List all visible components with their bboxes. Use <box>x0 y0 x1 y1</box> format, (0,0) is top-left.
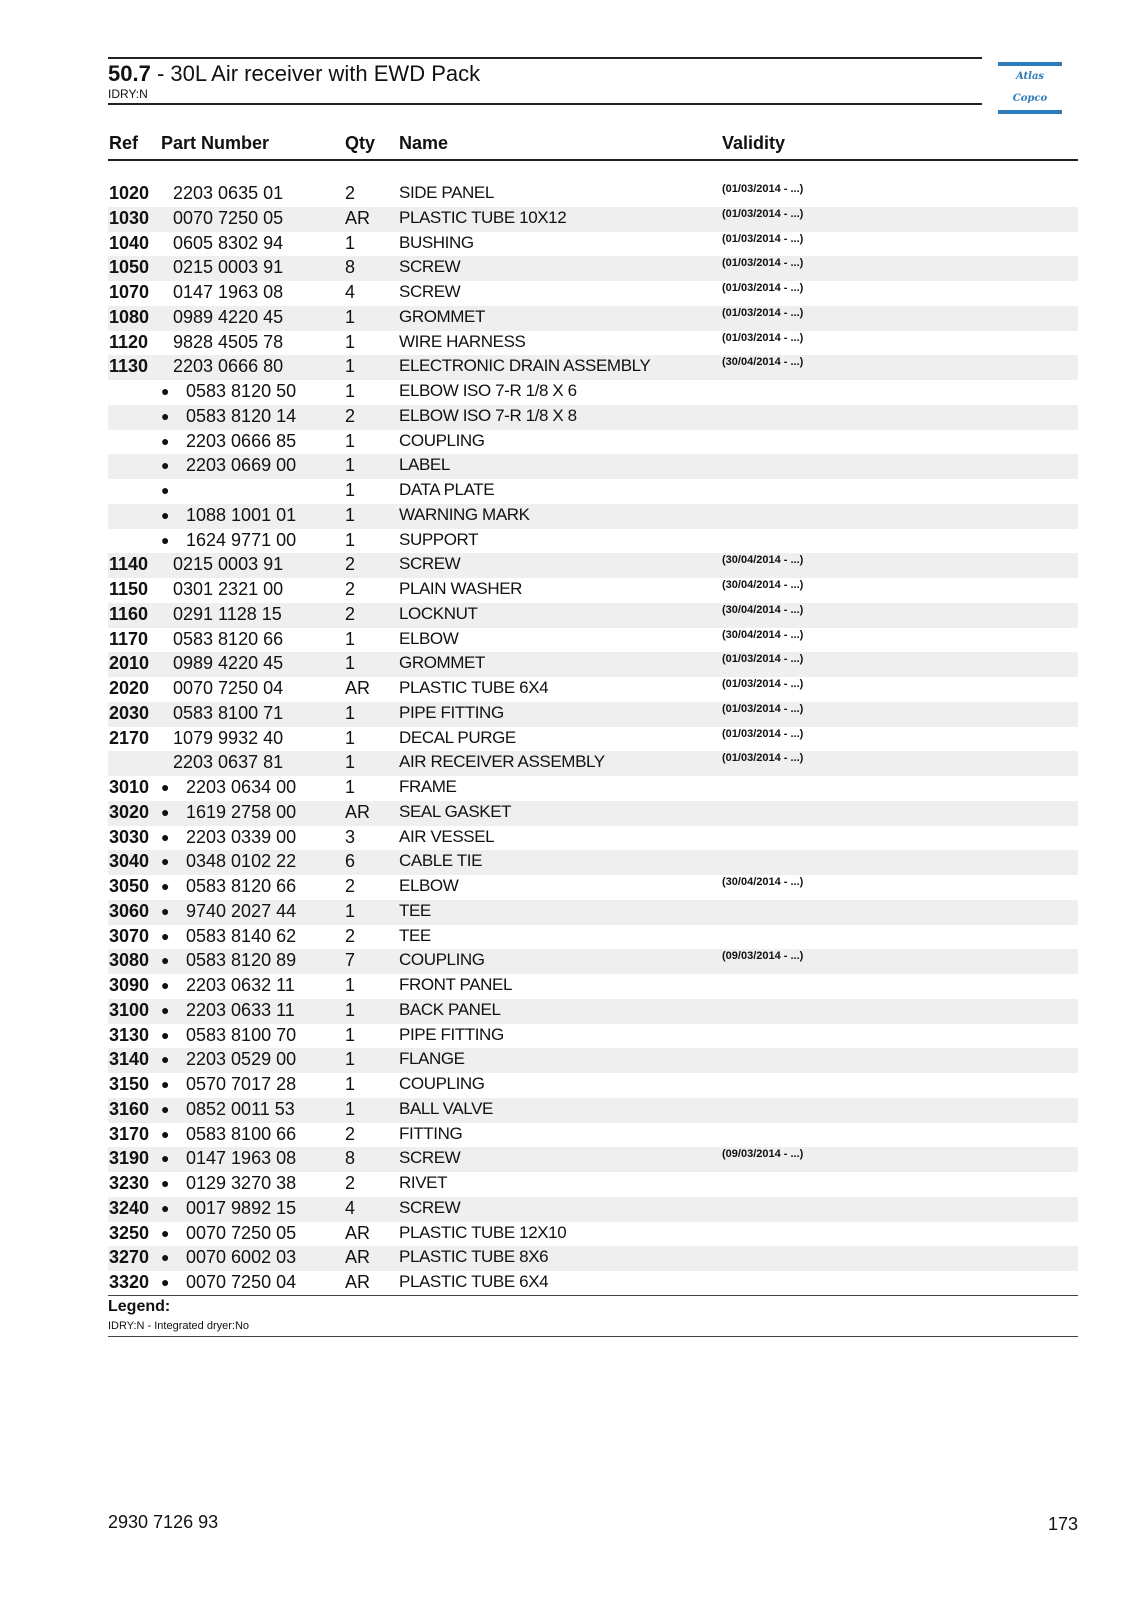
row-part-number: 1088 1001 01 <box>186 504 297 525</box>
row-qty: 1 <box>345 455 356 476</box>
row-ref: 1050 <box>109 257 150 278</box>
table-row <box>108 727 1078 752</box>
row-part-number: 1624 9771 00 <box>186 529 297 550</box>
page-header <box>108 57 982 105</box>
row-ref: 2030 <box>109 702 150 723</box>
table-row <box>108 1098 1078 1123</box>
row-qty: 4 <box>345 1197 356 1218</box>
table-row <box>108 578 1078 603</box>
table-row <box>108 751 1078 776</box>
row-name: ELBOW <box>399 628 459 648</box>
row-part-number: 0570 7017 28 <box>186 1074 297 1094</box>
row-ref: 3060 <box>109 900 150 921</box>
table-row <box>108 331 1078 356</box>
row-validity: (01/03/2014 - ...) <box>722 752 804 765</box>
row-bullet: ● <box>161 779 170 795</box>
row-validity: (01/03/2014 - ...) <box>722 331 804 344</box>
row-ref: 3270 <box>109 1247 150 1268</box>
row-part-number: 0583 8120 66 <box>173 628 284 649</box>
row-validity: (09/03/2014 - ...) <box>722 950 804 963</box>
row-name: PLASTIC TUBE 10X12 <box>399 207 567 227</box>
row-ref: 3070 <box>109 925 150 946</box>
row-name: PIPE FITTING <box>399 1024 504 1044</box>
row-ref: 3320 <box>109 1272 150 1292</box>
row-part-number: 0583 8120 89 <box>186 950 297 971</box>
table-row <box>108 182 1078 207</box>
table-row <box>108 479 1078 504</box>
row-name: COUPLING <box>399 950 485 970</box>
row-qty: 1 <box>345 628 356 649</box>
table-row <box>108 875 1078 900</box>
row-validity: (01/03/2014 - ...) <box>722 207 804 220</box>
table-row <box>108 1073 1078 1098</box>
table-row <box>108 999 1078 1024</box>
row-part-number: 0070 6002 03 <box>186 1247 297 1268</box>
row-bullet: ● <box>161 506 170 523</box>
row-name: SUPPORT <box>399 529 479 549</box>
row-part-number: 0301 2321 00 <box>173 579 284 599</box>
row-qty: 2 <box>345 405 356 426</box>
row-name: ELBOW ISO 7-R 1/8 X 8 <box>399 405 577 425</box>
row-validity: (30/04/2014 - ...) <box>722 554 804 567</box>
column-header-ref: Ref <box>109 133 139 153</box>
row-ref: 3130 <box>109 1024 150 1045</box>
table-row <box>108 380 1078 405</box>
column-header-part-number: Part Number <box>161 133 270 153</box>
row-qty: 2 <box>345 1173 356 1193</box>
row-ref: 3190 <box>109 1148 150 1169</box>
table-row <box>108 1172 1078 1197</box>
row-validity: (30/04/2014 - ...) <box>722 356 804 369</box>
row-part-number: 9740 2027 44 <box>186 900 297 921</box>
row-name: PIPE FITTING <box>399 702 504 722</box>
row-name: WARNING MARK <box>399 504 530 524</box>
table-row <box>108 974 1078 999</box>
table-row <box>108 504 1078 529</box>
row-qty: AR <box>345 678 371 698</box>
row-qty: 2 <box>345 183 356 203</box>
table-row <box>108 850 1078 875</box>
row-part-number: 0583 8140 62 <box>186 925 297 946</box>
row-part-number: 2203 0339 00 <box>186 826 297 847</box>
row-part-number: 0147 1963 08 <box>173 282 284 302</box>
row-part-number: 0070 7250 04 <box>186 1272 297 1292</box>
row-qty: 8 <box>345 1148 356 1169</box>
table-row <box>108 677 1078 702</box>
row-part-number: 9828 4505 78 <box>173 331 284 352</box>
row-ref: 3090 <box>109 975 150 995</box>
table-row <box>108 826 1078 851</box>
table-row <box>108 1048 1078 1073</box>
section-number: 50.7 <box>108 61 151 86</box>
row-name: SCREW <box>399 1197 461 1217</box>
row-bullet: ● <box>161 457 170 474</box>
row-bullet: ● <box>161 927 170 944</box>
row-part-number: 0989 4220 45 <box>173 306 284 327</box>
parts-table <box>108 182 1078 1296</box>
row-ref: 1160 <box>109 603 149 624</box>
row-qty: 1 <box>345 529 356 550</box>
row-qty: 7 <box>345 950 356 971</box>
header-rule-top <box>108 57 982 59</box>
row-name: DECAL PURGE <box>399 727 516 747</box>
row-ref: 3100 <box>109 999 150 1020</box>
row-bullet: ● <box>161 1076 170 1092</box>
row-name: LABEL <box>399 455 450 475</box>
row-name: FLANGE <box>399 1049 465 1069</box>
row-qty: 1 <box>345 900 356 921</box>
row-validity: (01/03/2014 - ...) <box>722 727 804 740</box>
row-bullet: ● <box>161 1026 170 1043</box>
table-row <box>108 1123 1078 1148</box>
row-qty: 6 <box>345 851 356 872</box>
row-name: SCREW <box>399 554 461 574</box>
row-qty: 1 <box>345 653 356 674</box>
header-rule-bottom <box>108 103 982 105</box>
row-bullet: ● <box>161 1175 170 1191</box>
page-subtitle: IDRY:N <box>108 87 148 101</box>
row-qty: 1 <box>345 381 356 401</box>
row-name: SIDE PANEL <box>399 183 494 202</box>
row-part-number: 0129 3270 38 <box>186 1173 297 1193</box>
row-bullet: ● <box>161 407 170 424</box>
legend <box>108 1295 1078 1337</box>
row-part-number: 0215 0003 91 <box>173 257 284 278</box>
row-qty: 1 <box>345 1024 356 1045</box>
row-part-number: 0017 9892 15 <box>186 1197 297 1218</box>
row-ref: 1030 <box>109 207 150 228</box>
row-name: WIRE HARNESS <box>399 331 526 351</box>
row-ref: 3140 <box>109 1049 150 1070</box>
row-bullet: ● <box>161 432 170 449</box>
row-ref: 1120 <box>109 331 149 352</box>
row-qty: AR <box>345 207 371 228</box>
row-name: ELECTRONIC DRAIN ASSEMBLY <box>399 356 651 376</box>
row-ref: 3230 <box>109 1173 150 1193</box>
row-ref: 1150 <box>109 579 149 599</box>
row-qty: 2 <box>345 603 356 624</box>
row-ref: 3160 <box>109 1098 150 1119</box>
table-row <box>108 1271 1078 1296</box>
row-bullet: ● <box>161 1224 170 1241</box>
row-ref: 3050 <box>109 876 150 896</box>
row-bullet: ● <box>161 383 170 399</box>
row-ref: 3020 <box>109 801 150 822</box>
row-ref: 1170 <box>109 628 149 649</box>
row-validity: (01/03/2014 - ...) <box>722 653 804 666</box>
row-ref: 2170 <box>109 727 150 748</box>
row-part-number: 0215 0003 91 <box>173 554 284 575</box>
row-qty: 2 <box>345 579 356 599</box>
row-qty: 1 <box>345 777 356 797</box>
row-qty: AR <box>345 1247 371 1268</box>
row-bullet: ● <box>161 803 170 820</box>
row-part-number: 0989 4220 45 <box>173 653 284 674</box>
logo-text: Atlas Copco <box>1012 71 1048 104</box>
row-bullet: ● <box>161 902 170 919</box>
row-part-number: 2203 0637 81 <box>173 752 284 773</box>
table-row <box>108 628 1078 653</box>
row-qty: 1 <box>345 727 356 748</box>
row-ref: 3240 <box>109 1197 150 1218</box>
row-ref: 1040 <box>109 232 150 253</box>
table-row <box>108 281 1078 306</box>
column-header-qty: Qty <box>345 133 376 153</box>
table-row <box>108 603 1078 628</box>
section-title: - 30L Air receiver with EWD Pack <box>150 61 481 86</box>
table-row <box>108 900 1078 925</box>
row-part-number: 0070 7250 04 <box>173 678 284 698</box>
row-validity: (30/04/2014 - ...) <box>722 579 804 591</box>
row-ref: 1070 <box>109 282 150 302</box>
row-validity: (01/03/2014 - ...) <box>722 257 804 270</box>
row-name: PLAIN WASHER <box>399 579 523 598</box>
row-validity: (30/04/2014 - ...) <box>722 603 804 616</box>
row-ref: 3170 <box>109 1123 150 1144</box>
row-qty: 1 <box>345 504 356 525</box>
row-bullet: ● <box>161 1125 170 1142</box>
row-bullet: ● <box>161 1274 170 1290</box>
column-header-validity: Validity <box>722 133 786 153</box>
row-bullet: ● <box>161 878 170 894</box>
table-row <box>108 1246 1078 1271</box>
row-part-number: 2203 0632 11 <box>186 975 295 995</box>
row-name: TEE <box>399 900 431 920</box>
row-qty: 8 <box>345 257 356 278</box>
row-part-number: 0070 7250 05 <box>173 207 284 228</box>
table-row <box>108 454 1078 479</box>
row-part-number: 0147 1963 08 <box>186 1148 297 1169</box>
row-part-number: 2203 0634 00 <box>186 777 297 797</box>
row-part-number: 0605 8302 94 <box>173 232 284 253</box>
row-validity: (30/04/2014 - ...) <box>722 628 804 641</box>
row-bullet: ● <box>161 1001 170 1018</box>
row-qty: 4 <box>345 282 356 302</box>
row-validity: (09/03/2014 - ...) <box>722 1148 804 1161</box>
row-bullet: ● <box>161 828 170 845</box>
table-row <box>108 430 1078 455</box>
row-qty: 2 <box>345 554 356 575</box>
row-part-number: 2203 0529 00 <box>186 1049 297 1070</box>
row-qty: 3 <box>345 826 356 847</box>
row-part-number: 1079 9932 40 <box>173 727 284 748</box>
table-row <box>108 801 1078 826</box>
table-row <box>108 925 1078 950</box>
row-part-number: 2203 0666 80 <box>173 356 284 377</box>
table-row <box>108 652 1078 677</box>
row-name: AIR VESSEL <box>399 826 495 846</box>
row-bullet: ● <box>161 1199 170 1216</box>
table-row <box>108 256 1078 281</box>
table-row <box>108 529 1078 554</box>
row-name: TEE <box>399 925 431 945</box>
row-bullet: ● <box>161 952 170 969</box>
row-qty: 1 <box>345 356 356 377</box>
row-bullet: ● <box>161 482 170 498</box>
row-qty: 1 <box>345 306 356 327</box>
table-row <box>108 949 1078 974</box>
row-qty: 2 <box>345 1123 356 1144</box>
row-name: ELBOW ISO 7-R 1/8 X 6 <box>399 381 577 400</box>
row-part-number: 2203 0635 01 <box>173 183 284 203</box>
table-row <box>108 232 1078 257</box>
table-row <box>108 1024 1078 1049</box>
row-ref: 3080 <box>109 950 150 971</box>
row-qty: 1 <box>345 999 356 1020</box>
row-name: SCREW <box>399 257 461 277</box>
row-qty: 1 <box>345 331 356 352</box>
row-name: FITTING <box>399 1123 463 1143</box>
row-name: BUSHING <box>399 232 474 252</box>
row-qty: 1 <box>345 1074 356 1094</box>
row-bullet: ● <box>161 531 170 548</box>
row-validity: (01/03/2014 - ...) <box>722 282 804 294</box>
row-name: PLASTIC TUBE 6X4 <box>399 1272 549 1291</box>
row-ref: 3250 <box>109 1222 150 1243</box>
row-validity: (30/04/2014 - ...) <box>722 876 804 888</box>
logo-bar-bottom <box>998 110 1062 114</box>
row-part-number: 2203 0666 85 <box>186 430 297 451</box>
table-row <box>108 553 1078 578</box>
row-ref: 3010 <box>109 777 150 797</box>
legend-text: IDRY:N - Integrated dryer:No <box>108 1320 1078 1337</box>
row-name: SEAL GASKET <box>399 801 512 821</box>
row-validity: (01/03/2014 - ...) <box>722 183 804 195</box>
row-name: GROMMET <box>399 306 485 326</box>
row-qty: 1 <box>345 1049 356 1070</box>
row-qty: AR <box>345 801 371 822</box>
row-ref: 2020 <box>109 678 150 698</box>
document-number: 2930 7126 93 <box>108 1512 219 1532</box>
row-part-number: 0583 8100 71 <box>173 702 284 723</box>
row-bullet: ● <box>161 1249 170 1266</box>
row-name: BACK PANEL <box>399 999 501 1019</box>
row-validity: (01/03/2014 - ...) <box>722 306 804 319</box>
table-row <box>108 702 1078 727</box>
table-row <box>108 776 1078 801</box>
table-row <box>108 355 1078 380</box>
row-qty: AR <box>345 1222 371 1243</box>
row-qty: 1 <box>345 752 356 773</box>
row-name: DATA PLATE <box>399 480 495 499</box>
row-validity: (01/03/2014 - ...) <box>722 232 804 245</box>
row-name: GROMMET <box>399 653 485 673</box>
row-ref: 1140 <box>109 554 149 575</box>
page-title <box>108 62 982 86</box>
row-name: PLASTIC TUBE 6X4 <box>399 678 549 697</box>
row-qty: 1 <box>345 1098 356 1119</box>
table-row <box>108 207 1078 232</box>
table-row <box>108 306 1078 331</box>
row-qty: 1 <box>345 975 356 995</box>
row-qty: 2 <box>345 925 356 946</box>
row-bullet: ● <box>161 977 170 993</box>
row-qty: AR <box>345 1272 371 1292</box>
row-name: CABLE TIE <box>399 851 483 871</box>
row-ref: 1130 <box>109 356 149 377</box>
row-part-number: 2203 0633 11 <box>186 999 295 1020</box>
row-ref: 2010 <box>109 653 150 674</box>
row-name: AIR RECEIVER ASSEMBLY <box>399 752 605 772</box>
row-bullet: ● <box>161 1051 170 1068</box>
row-part-number: 0583 8100 66 <box>186 1123 297 1144</box>
row-qty: 1 <box>345 480 356 500</box>
table-row <box>108 1222 1078 1247</box>
row-bullet: ● <box>161 1100 170 1117</box>
row-qty: 1 <box>345 232 356 253</box>
row-name: SCREW <box>399 1148 461 1168</box>
row-part-number: 0348 0102 22 <box>186 851 297 872</box>
table-row <box>108 1147 1078 1172</box>
table-header <box>108 129 1078 161</box>
row-qty: 1 <box>345 702 356 723</box>
row-name: LOCKNUT <box>399 603 478 623</box>
row-name: FRAME <box>399 777 457 796</box>
row-name: FRONT PANEL <box>399 975 513 994</box>
row-part-number: 0583 8120 14 <box>186 405 297 426</box>
row-name: COUPLING <box>399 430 485 450</box>
table-row <box>108 1197 1078 1222</box>
page-number: 173 <box>1047 1514 1078 1534</box>
row-ref: 3030 <box>109 826 150 847</box>
row-ref: 3040 <box>109 851 150 872</box>
row-name: SCREW <box>399 282 461 301</box>
row-validity: (01/03/2014 - ...) <box>722 702 804 715</box>
column-header-name: Name <box>399 133 449 153</box>
row-part-number: 1619 2758 00 <box>186 801 297 822</box>
row-validity: (01/03/2014 - ...) <box>722 678 804 690</box>
row-name: COUPLING <box>399 1074 485 1093</box>
row-bullet: ● <box>161 853 170 870</box>
row-ref: 1080 <box>109 306 150 327</box>
row-part-number: 0291 1128 15 <box>173 603 282 624</box>
row-qty: 1 <box>345 430 356 451</box>
row-ref: 1020 <box>109 183 150 203</box>
row-qty: 2 <box>345 876 356 896</box>
row-part-number: 0852 0011 53 <box>186 1098 295 1119</box>
row-part-number: 0583 8100 70 <box>186 1024 297 1045</box>
row-part-number: 0583 8120 50 <box>186 381 297 401</box>
row-name: BALL VALVE <box>399 1098 493 1118</box>
table-row <box>108 405 1078 430</box>
row-part-number: 2203 0669 00 <box>186 455 297 476</box>
row-name: RIVET <box>399 1173 448 1192</box>
row-part-number: 0070 7250 05 <box>186 1222 297 1243</box>
row-bullet: ● <box>161 1150 170 1167</box>
row-part-number: 0583 8120 66 <box>186 876 297 896</box>
legend-title: Legend: <box>108 1298 171 1315</box>
row-name: ELBOW <box>399 876 459 895</box>
row-name: PLASTIC TUBE 8X6 <box>399 1247 549 1267</box>
atlas-copco-logo <box>998 62 1062 104</box>
row-ref: 3150 <box>109 1074 150 1094</box>
row-name: PLASTIC TUBE 12X10 <box>399 1222 567 1242</box>
